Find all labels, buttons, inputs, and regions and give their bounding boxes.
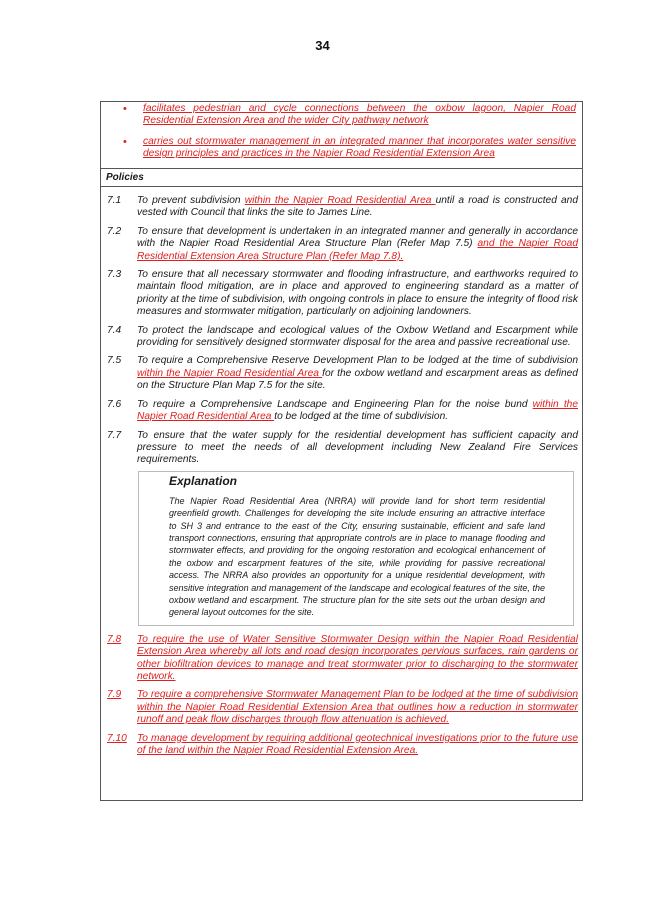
explanation-box (138, 471, 574, 626)
policy-text: To require a Comprehensive Landscape and Engineering Plan for the noise bund within the Napier Road Residential Area to be lodged at the time of subdivision. (137, 398, 578, 423)
policy-7-5 (107, 355, 578, 392)
policy-number: 7.5 (107, 355, 122, 367)
policy-number: 7.2 (107, 225, 122, 237)
inserted-text: within the Napier Road Residential Area (244, 195, 436, 206)
policy-number: 7.7 (107, 429, 122, 441)
page-number: 34 (315, 38, 330, 53)
list-item (111, 136, 576, 161)
policy-text: To ensure that development is undertaken in an integrated manner and generally in accordance with the Napier Road Residential Area Structure Plan (Refer Map 7.5) and the Napier Road Residential Extension Area Structure Plan (Refer Map 7.8). (137, 225, 579, 262)
policy-number: 7.3 (107, 269, 122, 281)
policy-text: To ensure that all necessary stormwater and flooding infrastructure, and earthworks required to maintain flood mitigation, are in place and approved to engineering standard as a matter of priority at the time of subdivision, with ongoing controls in place to ensure the integrity of flood risk measures and stormwater mitigation, particularly on adjoining landowners. (137, 269, 578, 318)
policy-text: To manage development by requiring additional geotechnical investigations prior to the future use of the land within the Napier Road Residential Extension Area. (137, 732, 578, 757)
explanation-title: Explanation (169, 473, 238, 488)
policy-number: 7.1 (107, 195, 122, 206)
policy-text: To require a comprehensive Stormwater Management Plan to be lodged at the time of subdivision within the Napier Road Residential Extension Area that outlines how a reduction in stormwater runoff and peak flow discharges through flow attenuation is achieved. (137, 689, 578, 726)
policy-number: 7.6 (107, 398, 122, 410)
inserted-text: and the Napier Road Residential Extension Area Structure Plan (Refer Map 7.8) (137, 238, 579, 262)
bullet-text: facilitates pedestrian and cycle connections between the oxbow lagoon, Napier Road Residential Extension Area and the wider City pathway network (143, 103, 576, 127)
policies-list (101, 187, 582, 757)
bullet-icon: • (123, 103, 127, 115)
policy-7-1 (107, 195, 578, 220)
policy-7-10 (107, 733, 578, 758)
policy-text: To prevent subdivision within the Napier Road Residential Area until a road is constructed and vested with Council that links the site to James Line. (137, 195, 578, 219)
policy-7-2 (107, 226, 578, 263)
list-item (111, 103, 576, 128)
policy-7-3 (107, 269, 578, 319)
policy-text: To ensure that the water supply for the residential development has sufficient capacity and pressure to meet the needs of all development including New Zealand Fire Services requirements. (137, 429, 578, 466)
explanation-text: The Napier Road Residential Area (NRRA) will provide land for short term residential greenfield growth. Challenges for developing the site include ensuring an attractive interface to SH 3 and entrance to the east of the City, ensuring sustainable, efficient and safe land transport connections, ensuring that appropriate controls are in place to manage flooding and stormwater effects, and providing for the ongoing restoration and ecological enhancement of the oxbow and escarpment features of the site, while providing for passive recreational access. The NRRA also provides an opportunity for a unique residential development, with sensitive integration and management of the landscape and ecological features of the site, the oxbow wetland and escarpment. The structure plan for the site sets out the urban design and general layout outcomes for the site. (169, 495, 545, 618)
inserted-text: within the Napier Road Residential Area (137, 398, 578, 423)
policy-7-4 (107, 325, 578, 350)
bullet-icon: • (123, 135, 127, 148)
inserted-text: within the Napier Road Residential Area (137, 367, 323, 379)
objectives-bullets (101, 102, 582, 169)
policy-7-9 (107, 689, 578, 726)
policy-number: 7.8 (107, 633, 122, 645)
bullet-text: carries out stormwater management in an integrated manner that incorporates water sensitive design principles and practices in the Napier Road Residential Extension Area (143, 135, 576, 160)
policy-text: To require a Comprehensive Reserve Development Plan to be lodged at the time of subdivision within the Napier Road Residential Area for the oxbow wetland and escarpment areas as defined on the Structure Plan Map 7.5 for the site. (137, 355, 578, 392)
policy-number: 7.9 (107, 689, 122, 701)
policies-heading: Policies (101, 169, 582, 187)
policy-7-8 (107, 634, 578, 684)
document-table (100, 101, 583, 801)
policy-text: To protect the landscape and ecological values of the Oxbow Wetland and Escarpment while providing for sensitively designed stormwater disposal for the area and passive recreational use. (137, 324, 578, 349)
policy-number: 7.10 (107, 732, 127, 744)
policy-7-7 (107, 430, 578, 467)
policy-7-6 (107, 399, 578, 424)
policy-text: To require the use of Water Sensitive Stormwater Design within the Napier Road Residential Extension Area whereby all lots and road design incorporates pervious surfaces, rain gardens or other biofiltration devices to manage and treat stormwater prior to discharging to the stormwater network. (137, 633, 578, 682)
policy-number: 7.4 (107, 324, 122, 336)
